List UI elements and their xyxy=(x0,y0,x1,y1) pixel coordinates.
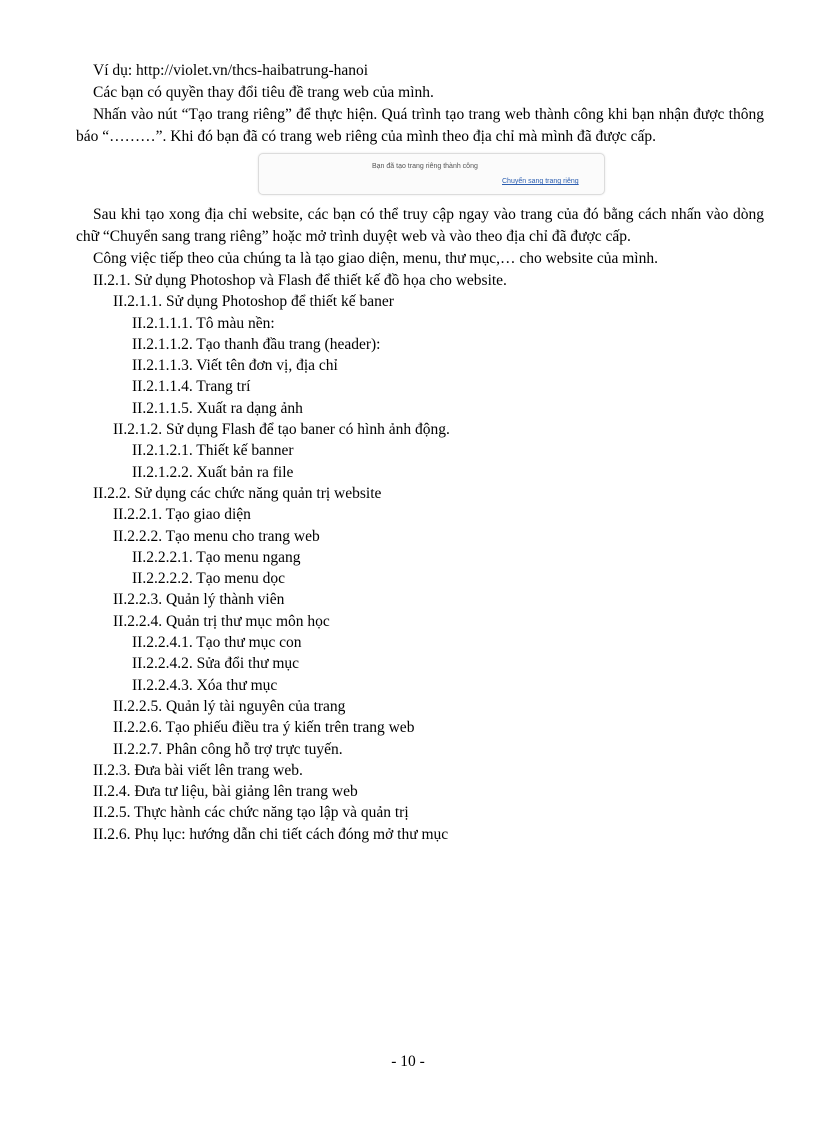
next-work-paragraph: Công việc tiếp theo của chúng ta là tạo giao diện, menu, thư mục,… cho website của mình. xyxy=(93,250,658,267)
document-page xyxy=(76,60,764,845)
outline-item: II.2.2.1. Tạo giao diện xyxy=(113,506,251,524)
outline-item: II.2.2.5. Quản lý tài nguyên của trang xyxy=(113,697,346,715)
outline-item: II.2.2.2.1. Tạo menu ngang xyxy=(132,548,301,566)
outline-item: II.2.1.1.4. Trang trí xyxy=(132,378,251,396)
outline-item: II.2.2.4.3. Xóa thư mục xyxy=(132,676,278,694)
outline-item: II.2.3. Đưa bài viết lên trang web. xyxy=(93,761,303,779)
outline-item: II.2.1.1.1. Tô màu nền: xyxy=(132,314,275,332)
outline-item: II.2.1. Sử dụng Photoshop và Flash để thiết kế đồ họa cho website. xyxy=(93,272,507,289)
create-page-paragraph: Nhấn vào nút “Tạo trang riêng” để thực hiện. Quá trình tạo trang web thành công khi bạn nhận được thông báo “………”. Khi đó bạn đã có trang web riêng của mình theo địa chỉ mà mình đã được cấp. xyxy=(76,106,764,145)
outline-item: II.2.1.1.3. Viết tên đơn vị, địa chỉ xyxy=(132,357,338,375)
outline-item: II.2.2.6. Tạo phiếu điều tra ý kiến trên trang web xyxy=(113,719,415,737)
outline-item: II.2.2. Sử dụng các chức năng quản trị website xyxy=(93,484,382,502)
outline-item: II.2.2.4.2. Sửa đổi thư mục xyxy=(132,655,300,673)
section-outline xyxy=(76,270,764,845)
outline-item: II.2.1.1.5. Xuất ra dạng ảnh xyxy=(132,399,303,417)
outline-item: II.2.1.2.2. Xuất bản ra file xyxy=(132,463,294,481)
page-number: - 10 - xyxy=(391,1053,425,1070)
outline-item: II.2.2.3. Quản lý thành viên xyxy=(113,591,285,609)
change-title-paragraph: Các bạn có quyền thay đổi tiêu đề trang web của mình. xyxy=(93,84,434,101)
outline-item: II.2.4. Đưa tư liệu, bài giảng lên trang web xyxy=(93,783,358,801)
outline-item: II.2.2.2.2. Tạo menu dọc xyxy=(132,570,285,588)
go-to-page-link[interactable]: Chuyển sang trang riêng xyxy=(502,178,579,185)
outline-item: II.2.5. Thực hành các chức năng tạo lập và quản trị xyxy=(93,804,409,822)
outline-item: II.2.2.7. Phân công hỗ trợ trực tuyến. xyxy=(113,740,343,758)
success-notice-box xyxy=(258,153,605,195)
outline-item: II.2.1.2. Sử dụng Flash để tạo baner có hình ảnh động. xyxy=(113,421,450,439)
after-create-paragraph: Sau khi tạo xong địa chỉ website, các bạn có thể truy cập ngay vào trang của đó bằng cách nhấn vào dòng chữ “Chuyển sang trang riêng” hoặc mở trình duyệt web và vào theo địa chỉ đã được cấp. xyxy=(76,206,764,245)
success-message: Bạn đã tạo trang riêng thành công xyxy=(372,163,478,170)
outline-item: II.2.1.1. Sử dụng Photoshop để thiết kế baner xyxy=(113,293,394,311)
outline-item: II.2.2.2. Tạo menu cho trang web xyxy=(113,527,320,545)
outline-item: II.2.2.4. Quản trị thư mục môn học xyxy=(113,612,330,630)
example-paragraph: Ví dụ: http://violet.vn/thcs-haibatrung-hanoi xyxy=(93,62,369,79)
outline-item: II.2.2.4.1. Tạo thư mục con xyxy=(132,634,302,652)
outline-item: II.2.1.2.1. Thiết kế banner xyxy=(132,442,294,460)
outline-item: II.2.6. Phụ lục: hướng dẫn chi tiết cách đóng mở thư mục xyxy=(93,825,449,843)
notice-screenshot xyxy=(76,148,764,204)
outline-item: II.2.1.1.2. Tạo thanh đầu trang (header): xyxy=(132,335,381,353)
